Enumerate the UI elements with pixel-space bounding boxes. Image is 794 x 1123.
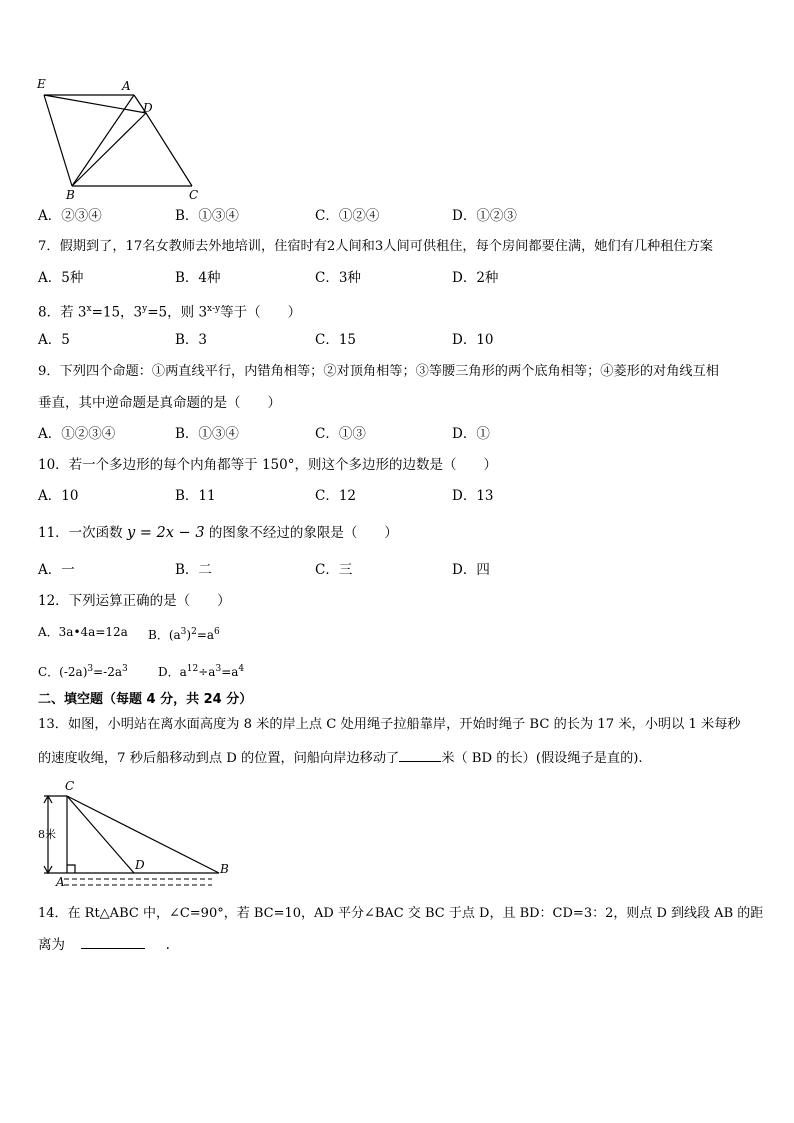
q13-label-C: C	[65, 779, 75, 793]
q11-option-c: C．三	[315, 562, 353, 578]
q6-option-c: C．①②④	[315, 208, 380, 224]
q9-option-b: B．①③④	[175, 426, 239, 442]
q9-option-a: A．①②③④	[38, 426, 116, 442]
q10-option-a: A．10	[38, 488, 79, 504]
q6-label-C: C	[189, 188, 199, 202]
q13-figure	[36, 776, 236, 892]
q8-option-c: C．15	[315, 332, 357, 348]
q10-option-b: B．11	[175, 488, 216, 504]
q6-option-d: D．①②③	[452, 208, 517, 224]
q6-option-a: A．②③④	[38, 208, 102, 224]
q12-option-c: C．$(-2a)^3=-2a^3$	[38, 664, 128, 679]
q10-stem: 10．若一个多边形的每个内角都等于 150°，则这个多边形的边数是（ ）	[38, 457, 497, 473]
q13-label-A: A	[56, 875, 65, 889]
q7-option-d: D．2种	[452, 270, 499, 286]
q6-label-A: A	[122, 79, 131, 93]
q8-option-b: B．3	[175, 332, 208, 348]
q12-stem: 12．下列运算正确的是（ ）	[38, 593, 231, 609]
q9-option-c: C．①③	[315, 426, 366, 442]
q9-stem-line1: 9．下列四个命题：①两直线平行，内错角相等；②对顶角相等；③等腰三角形的两个底角相等；④菱形的对角线互相	[38, 364, 719, 379]
q7-stem: 7．假期到了，17名女教师去外地培训，住宿时有2人间和3人间可供租住，每个房间都要住满，她们有几种租住方案	[38, 239, 713, 254]
q13-stem-line1: 13．如图，小明站在离水面高度为 8 米的岸上点 C 处用绳子拉船靠岸，开始时绳子 BC 的长为 17 米，小明以 1 米每秒	[38, 717, 741, 732]
q11-stem: 11．一次函数 y = 2x − 3 的图象不经过的象限是（ ）	[38, 525, 398, 541]
q7-option-c: C．3种	[315, 270, 361, 286]
q14-stem-line2: 离为 .	[38, 934, 170, 955]
q12-option-b: B．$(a^3)^2=a^6$	[148, 627, 220, 642]
q11-option-d: D．四	[452, 562, 490, 578]
q9-stem-line2: 垂直，其中逆命题是真命题的是（ ）	[38, 395, 281, 411]
q10-option-c: C．12	[315, 488, 357, 504]
q11-formula: y = 2x − 3	[126, 525, 205, 541]
q6-label-E: E	[37, 77, 46, 91]
q6-figure	[30, 75, 210, 205]
q11-option-a: A．一	[38, 562, 75, 578]
q9-option-d: D．①	[452, 426, 490, 442]
section-2-title: 二、填空题（每题 4 分，共 24 分）	[38, 692, 253, 707]
q13-height-label: 8米	[38, 828, 56, 841]
q13-label-D: D	[135, 858, 145, 872]
q14-answer-blank[interactable]	[81, 934, 145, 949]
q6-label-D: D	[143, 101, 153, 115]
q8-option-d: D．10	[452, 332, 494, 348]
q11-option-b: B．二	[175, 562, 212, 578]
q12-option-d: D．$a^{12}\div a^3=a^4$	[158, 664, 245, 679]
q14-stem-line1: 14．在 Rt△ABC 中，∠C=90°，若 BC=10，AD 平分∠BAC 交 BC 于点 D，且 BD：CD=3：2，则点 D 到线段 AB 的距	[38, 906, 764, 921]
q13-stem-line2: 的速度收绳，7 秒后船移动到点 D 的位置，问船向岸边移动了 米（ BD 的长）(假设绳子是直的).	[38, 747, 643, 769]
q7-option-b: B．4种	[175, 270, 221, 286]
q7-option-a: A．5种	[38, 270, 84, 286]
q6-option-b: B．①③④	[175, 208, 239, 224]
q12-option-a: A．3a•4a=12a	[38, 625, 128, 639]
q6-label-B: B	[66, 188, 75, 202]
q8-stem: 8．若 $3^x=15$，$3^y=5$，则 3$^{x-y}$等于（ ）	[38, 304, 302, 321]
q13-label-B: B	[220, 862, 229, 876]
q8-option-a: A．5	[38, 332, 70, 348]
q10-option-d: D．13	[452, 488, 494, 504]
q13-answer-blank[interactable]	[399, 747, 441, 762]
